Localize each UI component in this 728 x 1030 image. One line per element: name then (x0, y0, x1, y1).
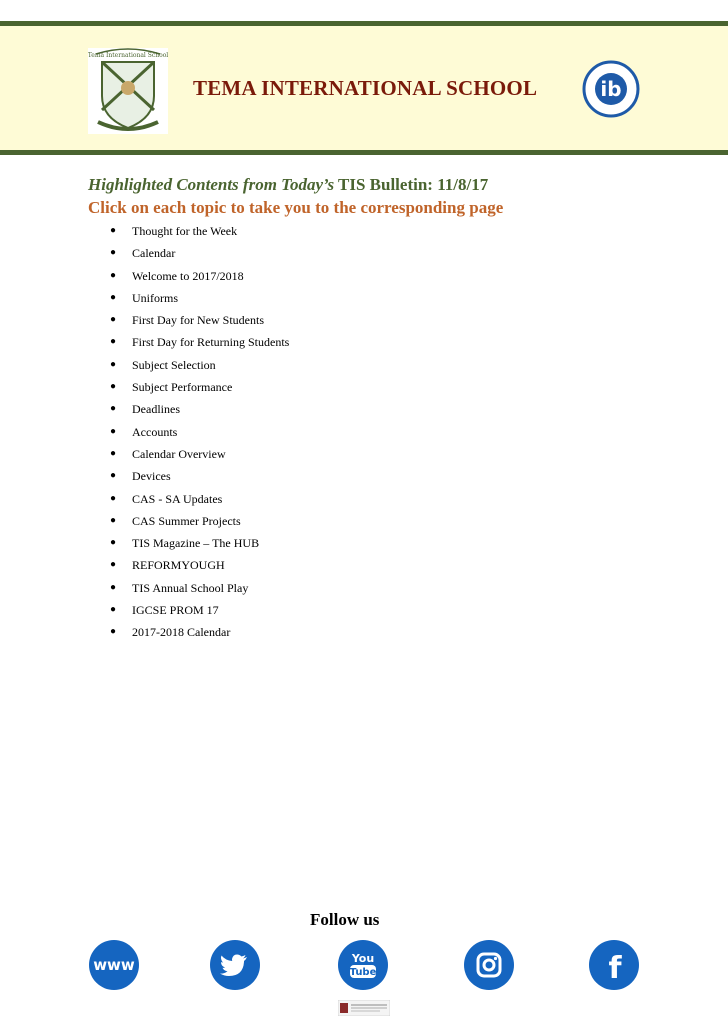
topic-link[interactable]: ● Calendar Overview (110, 443, 289, 465)
topic-link[interactable]: ● CAS Summer Projects (110, 510, 289, 532)
bullet-icon: ● (110, 269, 117, 281)
topic-link[interactable]: ● Subject Selection (110, 354, 289, 376)
topic-link[interactable]: ● Accounts (110, 421, 289, 443)
topic-link[interactable]: ● Uniforms (110, 287, 289, 309)
svg-text:www: www (93, 956, 135, 974)
topic-link[interactable]: ● IGCSE PROM 17 (110, 599, 289, 621)
school-crest-icon (88, 48, 168, 134)
topic-link[interactable]: ● Deadlines (110, 398, 289, 420)
bullet-icon: ● (110, 447, 117, 459)
bullet-icon: ● (110, 314, 117, 326)
ib-logo-icon (582, 60, 640, 118)
school-name: TEMA INTERNATIONAL SCHOOL (193, 76, 538, 100)
bullet-icon: ● (110, 492, 117, 504)
bullet-icon: ● (110, 336, 117, 348)
instagram-link[interactable] (464, 940, 514, 990)
www-icon (89, 940, 139, 990)
bullet-icon: ● (110, 581, 117, 593)
instagram-icon (464, 940, 514, 990)
bullet-icon: ● (110, 247, 117, 259)
accreditation-badge-icon (338, 1000, 390, 1016)
topic-link[interactable]: ● Calendar (110, 242, 289, 264)
bullet-icon: ● (110, 358, 117, 370)
bullet-icon: ● (110, 381, 117, 393)
svg-text:Tema International School: Tema International School (88, 52, 168, 59)
bullet-icon: ● (110, 604, 117, 616)
topic-link[interactable]: ● 2017-2018 Calendar (110, 621, 289, 643)
bullet-icon: ● (110, 626, 117, 638)
topic-link[interactable]: ● Welcome to 2017/2018 (110, 265, 289, 287)
facebook-link[interactable] (589, 940, 639, 990)
bulletin-title (88, 175, 488, 195)
youtube-icon (338, 940, 388, 990)
bullet-icon: ● (110, 470, 117, 482)
svg-text:Tube: Tube (349, 967, 377, 978)
topic-link[interactable]: ● Subject Performance (110, 376, 289, 398)
topic-link[interactable]: ● REFORMYOUGH (110, 554, 289, 576)
bullet-icon: ● (110, 537, 117, 549)
bullet-icon: ● (110, 514, 117, 526)
bulletin-subtitle: Click on each topic to take you to the corresponding page (88, 198, 504, 217)
svg-text:You: You (351, 952, 375, 965)
svg-text:ib: ib (600, 77, 622, 101)
twitter-link[interactable] (210, 940, 260, 990)
topic-link[interactable]: ● First Day for New Students (110, 309, 289, 331)
topic-link[interactable]: ● Devices (110, 465, 289, 487)
topic-list (110, 220, 289, 644)
facebook-icon (589, 940, 639, 990)
twitter-icon (210, 940, 260, 990)
bullet-icon: ● (110, 225, 117, 236)
youtube-link[interactable] (338, 940, 388, 990)
bullet-icon: ● (110, 403, 117, 415)
bullet-icon: ● (110, 425, 117, 437)
bullet-icon: ● (110, 559, 117, 571)
bullet-icon: ● (110, 291, 117, 303)
bulletin-title-date: TIS Bulletin: 11/8/17 (334, 175, 489, 194)
follow-us-label: Follow us (310, 910, 380, 929)
topic-link[interactable]: ● Thought for the Week (110, 220, 289, 242)
header-banner (0, 21, 728, 155)
svg-text:f: f (608, 951, 622, 986)
bulletin-title-italic: Highlighted Contents from Today’s (88, 175, 335, 194)
topic-link[interactable]: ● TIS Annual School Play (110, 577, 289, 599)
topic-link[interactable]: ● CAS - SA Updates (110, 488, 289, 510)
topic-link[interactable]: ● TIS Magazine – The HUB (110, 532, 289, 554)
topic-link[interactable]: ● First Day for Returning Students (110, 331, 289, 353)
website-link[interactable] (89, 940, 139, 990)
